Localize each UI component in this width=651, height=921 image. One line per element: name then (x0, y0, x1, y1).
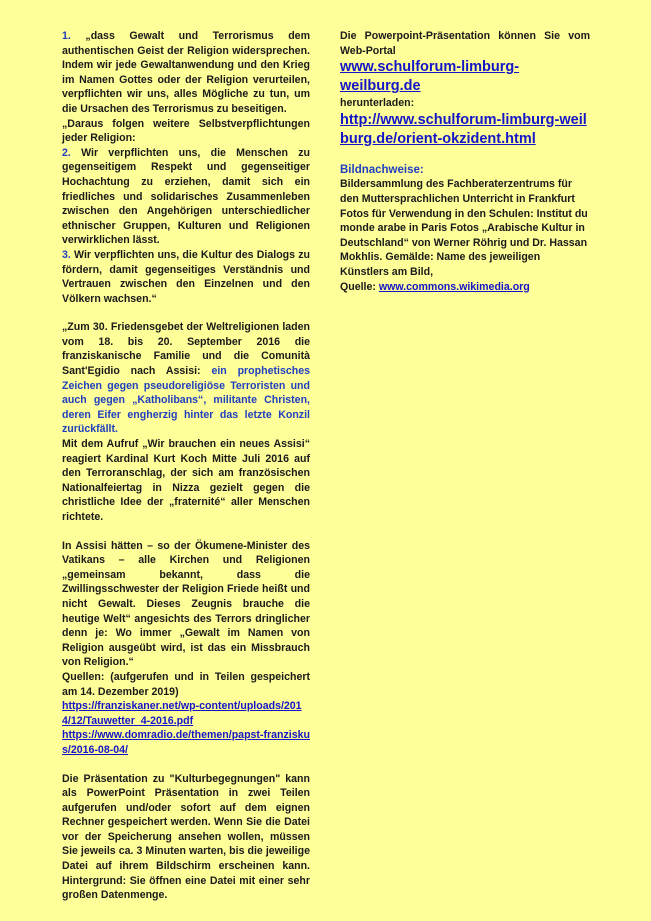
credits-text: Bildersammlung des Fachberaterzentrums für den Muttersprachlichen Unterricht in Frankfurt Fotos für Verwendung in den Schulen: Institut du monde arabe in Paris Fotos „Arabische Kultur in Deutschland“ von Werner Röhrig und Dr. Hassan Mokhlis. Gemälde: Name des jeweiligen Künstlers am Bild, (340, 178, 588, 278)
commitment-3 (62, 248, 310, 306)
credits-source (340, 280, 590, 295)
commitment-text: Wir verpflichten uns, die Menschen zu gegenseitigem Respekt und gegenseitiger Hochachtung zu erziehen, damit sich ein friedliches und solidarisches Zusammenleben zwischen den Angehörigen unterschiedlicher ethnischer Gruppen, Kulturen und Religionen verwirklichen lässt. (62, 146, 310, 247)
source-link-1-wrap (62, 699, 310, 728)
download-text: herunterladen: (340, 97, 415, 110)
commitments-intro: „Daraus folgen weitere Selbstverpflichtungen jeder Religion: (62, 117, 310, 145)
commitment-number: 3. (62, 248, 71, 261)
portal-intro: Die Powerpoint-Präsentation können Sie vom Web-Portal (340, 30, 590, 57)
portal-link[interactable]: www.schulforum-limburg-weilburg.de (340, 59, 520, 95)
assisi-paragraph: In Assisi hätten – so der Ökumene-Minister des Vatikans – alle Kirchen und Religionen „gemeinsam bekannt, dass die Zwillingsschwester der Religion Friede heißt und nicht Gewalt. Dieses Zeugnis brauche die heutige Welt“ angesichts des Terrors dringlicher denn je: Wo immer „Gewalt im Namen von Religion ausgeübt wird, ist das ein Missbrauch von Religion.“ (62, 539, 310, 669)
wikimedia-link[interactable]: www.commons.wikimedia.org (378, 280, 530, 293)
commitment-text: „dass Gewalt und Terrorismus dem authentischen Geist der Religion widersprechen. Indem wir jede Gewaltanwendung und den Krieg im Namen Gottes oder der Religion verurteilen, verpflichten wir uns, alles Mögliche zu tun, um die Ursachen des Terrorismus zu beseitigen. (62, 30, 310, 115)
source-link-domradio[interactable]: https://www.domradio.de/themen/papst-franziskus/2016-08-04/ (62, 729, 310, 756)
sources-label: Quellen: (aufgerufen und in Teilen gespeichert am 14. Dezember 2019) (62, 670, 310, 698)
peace-prayer-text: „Zum 30. Friedensgebet der Weltreligionen laden vom 18. bis 20. September 2016 die franziskanische Familie und die Comunità Sant'Egidio nach Assisi: (62, 321, 310, 378)
presentation-info-paragraph: Die Präsentation zu "Kulturbegegnungen" kann als PowerPoint Präsentation in zwei Teilen aufgerufen und/oder sofort auf dem eignen Rechner gespeichert werden. Wenn Sie die Datei vor der Speicherung ansehen wollen, müssen Sie jeweils ca. 3 Minuten warten, bis die jeweilige Datei auf ihrem Bildschirm erscheinen kann. Hintergrund: Sie öffnen eine Datei mit einer sehr großen Datenmenge. (62, 772, 310, 902)
commitment-1 (62, 29, 310, 117)
commitment-2 (62, 146, 310, 248)
commitment-number: 2. (62, 146, 71, 159)
commitment-number: 1. (62, 30, 71, 42)
source-link-franziskaner[interactable]: https://franziskaner.net/wp-content/uploads/2014/12/Tauwetter_4-2016.pdf (62, 700, 302, 727)
appeal-paragraph: Mit dem Aufruf „Wir brauchen ein neues Assisi“ reagiert Kardinal Kurt Koch Mitte Juli 2016 auf den Terroranschlag, der sich am französischen Nationalfeiertag in Nizza gezielt gegen die christliche Idee der „fraternité“ aller Menschen richtete. (62, 438, 310, 523)
prophetic-sign-text: ein prophetisches Zeichen gegen pseudoreligiöse Terroristen und auch gegen „Katholibans“, militante Christen, deren Eifer engherzig hinter das letzte Konzil zurückfällt. (62, 365, 310, 436)
left-column (62, 29, 310, 903)
credits-heading: Bildnachweise: (340, 163, 424, 176)
download-link[interactable]: http://www.schulforum-limburg-weilburg.de/orient-okzident.html (340, 111, 587, 147)
commitment-text: Wir verpflichten uns, die Kultur des Dialogs zu fördern, damit gegenseitiges Verständnis und Vertrauen zwischen den Einzelnen und den Völkern wachsen.“ (62, 248, 310, 305)
peace-prayer-paragraph (62, 320, 310, 437)
source-link-2-wrap (62, 728, 310, 757)
credits-source-label: Quelle: (340, 280, 379, 293)
right-column (340, 29, 590, 294)
